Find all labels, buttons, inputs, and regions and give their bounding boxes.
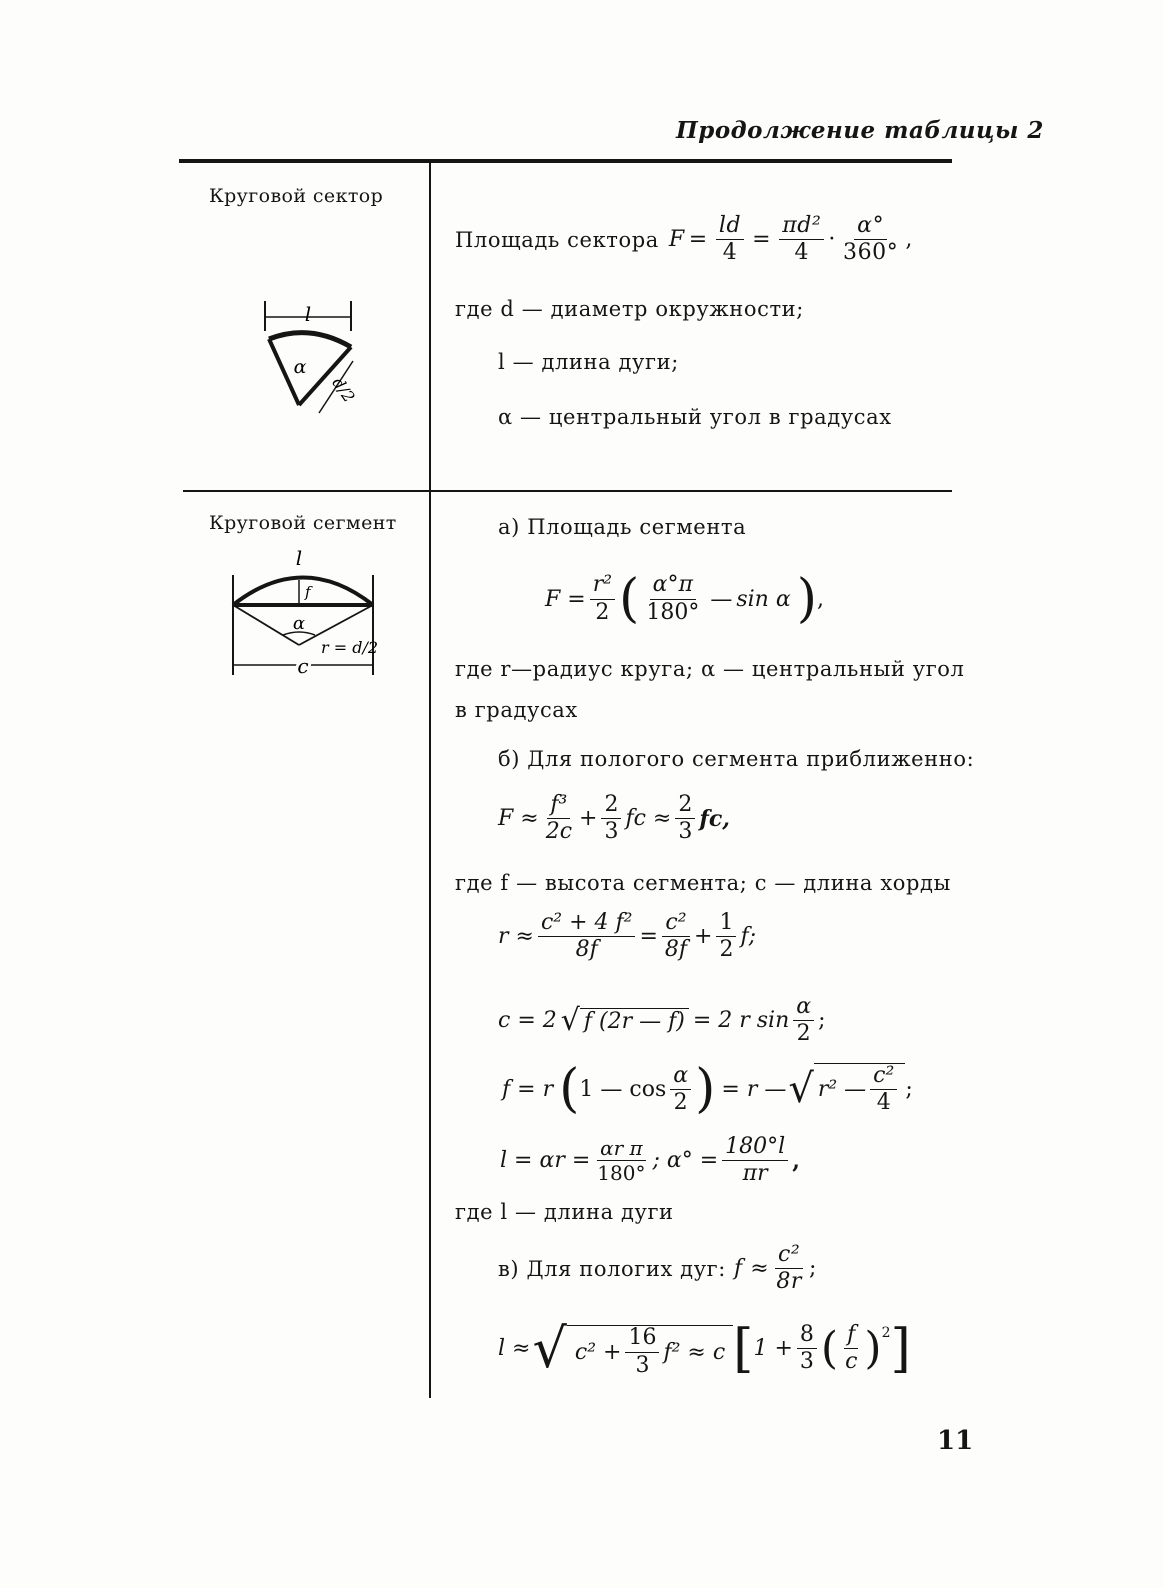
segment-a-where-1: где r—радиус круга; α — центральный угол [455,657,965,681]
segment-height-radicand [814,1063,905,1115]
segment-area-tail: , [817,586,824,612]
segment-area-inner-frac [643,573,702,624]
segment-shallow-plus: + [579,806,598,832]
sector-frac-ld-den: 4 [722,240,738,266]
segment-area-inner-num: α°π [650,573,696,599]
segment-area-r2-frac [590,573,615,624]
segment-area-lhs: F = [545,586,586,612]
segment-arc-frac-2 [722,1135,788,1186]
radical-sign-icon: √ [532,1317,567,1380]
segment-shallow-formula [498,793,730,844]
segment-arc-formula [500,1135,800,1186]
segment-radius-frac-3 [716,911,736,962]
segment-last-rad-frac [625,1326,659,1377]
segment-v-frac [773,1243,805,1294]
segment-shallow-frac-2-den: 3 [604,819,619,845]
segment-shallow-frac-3-num: 2 [675,793,695,819]
segment-shallow-frac-3 [675,793,695,844]
segment-chord-frac-den: 2 [796,1021,811,1047]
segment-arc-frac-2-den: πr [742,1161,768,1187]
segment-angle-label: α [292,613,306,634]
segment-radius-frac-3-den: 2 [719,937,734,963]
sector-where-alpha: α — центральный угол в градусах [498,405,892,429]
segment-height-frac-num: α [670,1064,691,1090]
segment-height-rparen: ) [695,1059,716,1120]
segment-radius-end: f; [740,924,757,950]
radical-sign-icon: √ [560,1003,580,1039]
segment-radius-frac-1-den: 8f [575,937,598,963]
segment-last-rad-fn: 16 [625,1326,659,1352]
segment-area-minus: — [710,586,733,612]
sector-eq-1: = [688,227,708,253]
segment-arc-frac-1 [594,1137,648,1184]
segment-radius-plus: + [694,924,713,950]
segment-height-rad-frac [870,1064,897,1115]
segment-radius-frac-3-num: 1 [716,911,736,937]
segment-b-title: б) Для пологого сегмента приближенно: [498,747,975,771]
sector-frac-ld [716,214,744,265]
segment-radius-frac-2 [662,911,690,962]
segment-last-br-a: 1 + [753,1336,793,1361]
segment-v-frac-den: 8r [776,1269,803,1295]
sector-radius-label: d/2 [328,373,359,406]
radical-sign-icon: √ [788,1066,814,1113]
segment-height-rad-den: 4 [876,1090,891,1116]
segment-last-rad-a: c² + [574,1339,622,1365]
segment-shallow-frac-2-num: 2 [601,793,621,819]
segment-last-par-n: f [844,1323,858,1349]
segment-height-end: ; [905,1076,913,1102]
sector-arc-label: l [304,302,312,326]
sector-dot: · [828,227,836,253]
sector-angle-label: α [293,356,307,378]
segment-last-lparen: ( [820,1322,839,1374]
segment-l-where: где l — длина дуги [455,1200,674,1224]
segment-chord-frac-num: α [793,995,814,1021]
segment-area-inner-den: 180° [646,599,700,625]
segment-height-lhs: f = r [502,1076,554,1102]
segment-shallow-frac-3-den: 3 [678,819,693,845]
segment-figure [225,545,385,685]
segment-radius-lhs: r ≈ [498,924,534,950]
segment-last-rbracket: ] [890,1318,911,1379]
segment-height-frac [670,1064,691,1115]
segment-last-exponent: 2 [881,1325,891,1341]
segment-v-line [498,1243,817,1294]
sector-comma: , [905,227,913,253]
segment-v-end: ; [809,1256,818,1282]
segment-arc-length-formula [498,1317,911,1380]
segment-arc-lhs: l = αr = [500,1148,591,1174]
segment-last-rad-b: f² ≈ c [663,1339,726,1365]
segment-arc-mid: ; α° = [652,1148,719,1174]
sector-frac-pid-den: 4 [794,240,810,266]
sector-frac-pid [779,214,824,265]
column-divider-lower [429,492,431,1398]
segment-arc-end: , [792,1147,800,1174]
sector-f-symbol: F [668,227,685,253]
segment-height-inner: 1 — cos [579,1076,667,1102]
segment-chord-lhs: c = 2 [498,1008,557,1034]
segment-area-rparen: ) [796,569,817,629]
segment-shallow-frac-1-num: f³ [547,793,570,819]
segment-last-lhs: l ≈ [498,1336,531,1361]
sector-area-label: Площадь сектора [455,227,659,252]
segment-category-label: Круговой сегмент [209,512,397,534]
segment-chord-label: c [297,654,309,678]
segment-height-lparen: ( [559,1059,580,1120]
segment-area-sin: sin α [736,586,791,612]
segment-arc-frac-1-num: αr π [597,1137,646,1161]
sector-category-label: Круговой сектор [209,185,384,207]
segment-height-rad-num: c² [870,1064,897,1090]
segment-last-lbracket: [ [733,1318,754,1379]
segment-a-where-2: в градусах [455,698,578,722]
segment-radius-eq: = [639,924,658,950]
segment-radius-frac-1 [538,911,636,962]
segment-last-rparen: ) [864,1322,882,1374]
segment-area-r2-num: r² [590,573,615,599]
segment-shallow-lhs: F ≈ [498,806,539,832]
segment-radius-label: r = d/2 [321,638,379,657]
segment-chord-frac [793,995,814,1046]
segment-shallow-end: fc, [699,805,730,832]
segment-radius-frac-2-den: 8f [664,937,688,963]
segment-chord-formula [498,995,826,1046]
sector-where-d: где d — диаметр окружности; [455,297,804,321]
segment-a-title: а) Площадь сегмента [498,515,747,539]
segment-v-title: в) Для пологих дуг: [498,1256,726,1281]
sector-frac-alpha [840,214,901,265]
segment-chord-radicand: f (2r — f) [580,1008,689,1034]
sector-frac-alpha-den: 360° [842,240,899,266]
segment-height-rad-left: r² — [817,1077,867,1103]
segment-area-lparen: ( [619,569,640,629]
segment-shallow-frac-1-den: 2c [545,819,573,845]
segment-last-radicand [567,1325,733,1377]
segment-last-par-d: c [845,1349,858,1374]
table-continuation-header: Продолжение таблицы 2 [676,117,1044,144]
segment-arc-label: l [295,546,303,570]
segment-last-br-fn: 8 [797,1323,817,1349]
column-divider-upper [429,163,431,490]
segment-chord-mid: = 2 r sin [692,1008,790,1034]
segment-height-mid: = r — [721,1076,787,1102]
segment-shallow-mid: fc ≈ [625,806,672,832]
segment-radius-frac-1-num: c² + 4 f² [538,911,636,937]
segment-last-br-fd: 3 [799,1349,814,1374]
sector-frac-pid-num: πd² [779,214,824,240]
sector-where-l: l — длина дуги; [498,350,679,374]
sector-frac-alpha-num: α° [854,214,887,240]
page-number: 11 [937,1426,974,1456]
segment-arc-frac-1-den: 180° [597,1161,646,1186]
segment-height-formula [502,1059,913,1120]
segment-shallow-frac-2 [601,793,621,844]
segment-last-br-frac [797,1323,817,1374]
sector-area-formula [455,214,913,265]
segment-height-frac-den: 2 [673,1089,688,1115]
row-divider [183,490,952,492]
sector-frac-ld-num: ld [716,214,744,240]
segment-last-par-frac [842,1323,860,1374]
segment-radius-formula [498,911,756,962]
segment-height-label: f [305,583,311,601]
sector-figure [255,295,375,425]
segment-shallow-frac-1 [543,793,575,844]
segment-b-where: где f — высота сегмента; c — длина хорды [455,871,951,895]
segment-area-formula [545,569,824,629]
segment-last-rad-fd: 3 [635,1352,650,1378]
top-rule [179,159,952,163]
segment-area-r2-den: 2 [595,599,610,625]
segment-radius-frac-2-num: c² [662,911,689,937]
segment-v-lhs: f ≈ [733,1256,770,1282]
segment-v-frac-num: c² [775,1243,803,1269]
sector-eq-2: = [752,227,772,253]
segment-chord-end: ; [818,1008,826,1034]
segment-arc-frac-2-num: 180°l [722,1135,788,1161]
